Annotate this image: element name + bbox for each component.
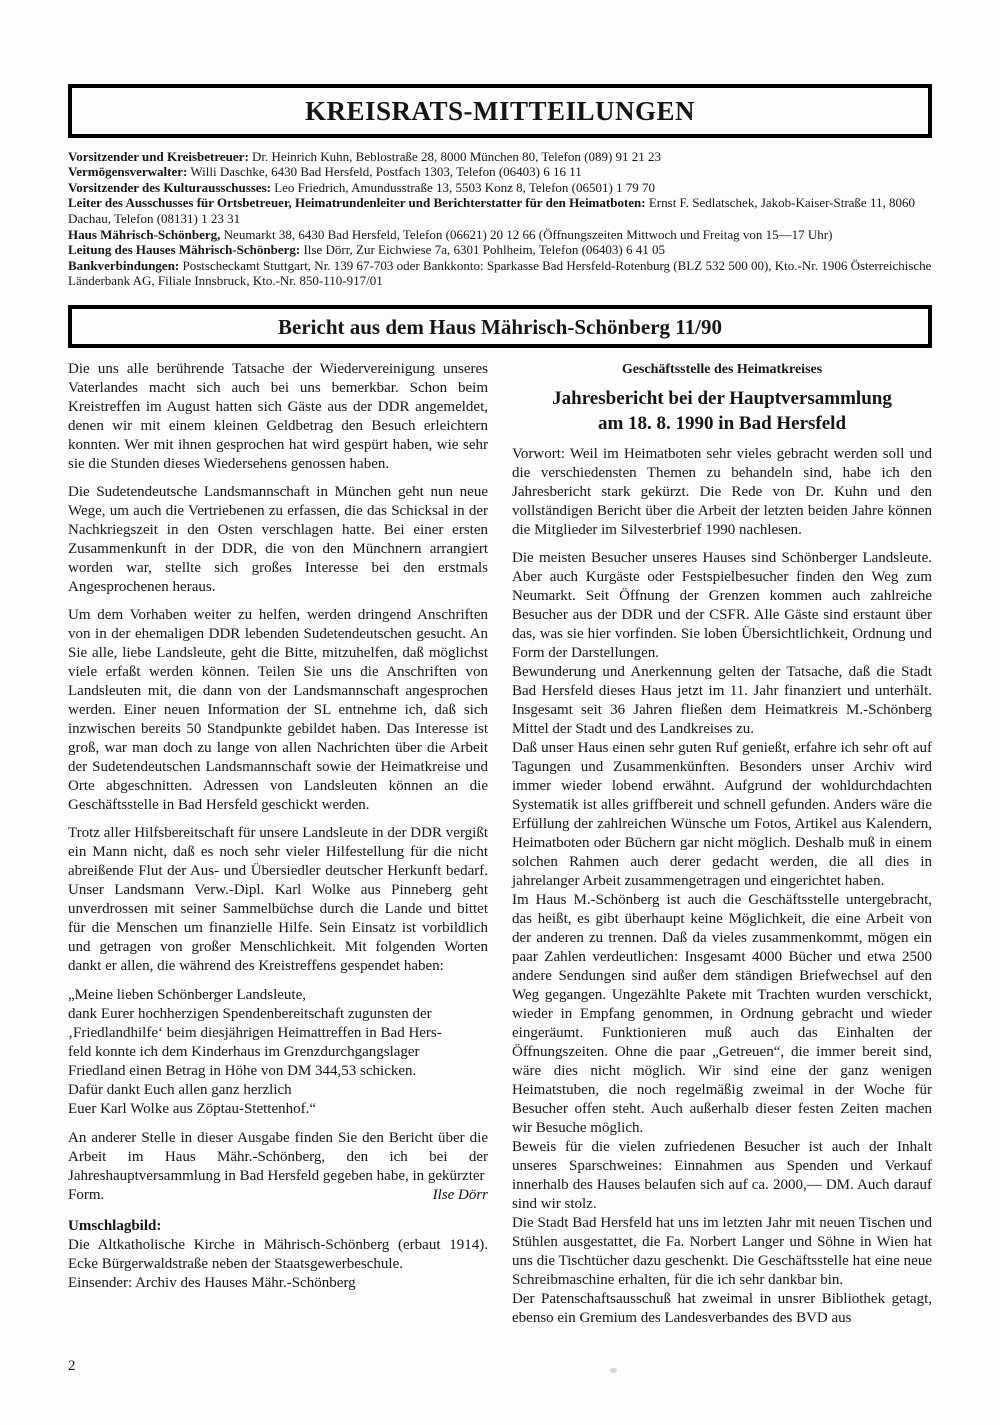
officer-role-label: Vorsitzender und Kreisbetreuer: <box>68 148 249 164</box>
donation-thanks-quote <box>68 986 488 1119</box>
officer-role-label: Leiter des Ausschusses für Ortsbetreuer, Heimatrundenleiter und Berichterstatter für den Heimatboten: <box>68 195 646 211</box>
paragraph: Um dem Vorhaben weiter zu helfen, werden dringend Anschriften von in der ehemaligen DDR lebenden Sudetendeutschen gesucht. An Sie alle, liebe Landsleute, geht die Bitte, mitzuhelfen, daß möglichst viele erfaßt werden können. Teilen Sie uns die Anschriften von Landsleuten mit, die dann von der Landsmannschaft angesprochen werden. Einer neuen Information der SL entnehme ich, daß sich inzwischen bereits 50 Standpunkte gebildet haben. Das Interesse ist groß, war man doch zu lange von allen Nachrichten über die Arbeit der Sudetendeutschen Landsmannschaft sowie der Heimatkreise und Orte abgeschnitten. Adressen von Landsleuten können an die Geschäftsstelle in Bad Hersfeld geschickt werden. <box>68 607 488 814</box>
author-signature: Ilse Dörr <box>432 1187 488 1204</box>
quote-line: Friedland einen Betrag in Höhe von DM 344,53 schicken. <box>68 1063 417 1080</box>
officer-role-label: Vermögensverwalter: <box>68 164 188 180</box>
officer-details: Neumarkt 38, 6430 Bad Hersfeld, Telefon (06621) 20 12 66 (Öffnungszeiten Mittwoch und Freitag von 15—17 Uhr) <box>220 226 833 242</box>
paragraph: Bewunderung und Anerkennung gelten der Tatsache, daß die Stadt Bad Hersfeld dieses Haus jetzt im 11. Jahr finanziert und unterhält. Insgesamt seit 36 Jahren fließen dem Heimatkreis M.-Schönberg Mittel der Stadt und des Landkreises zu. <box>512 664 932 738</box>
officer-details: Willi Daschke, 6430 Bad Hersfeld, Postfach 1303, Telefon (06403) 6 16 11 <box>187 164 582 180</box>
officer-line <box>68 180 932 196</box>
masthead-officers <box>68 149 932 289</box>
quote-line: feld konnte ich dem Kinderhaus im Grenzdurchgangslager <box>68 1044 420 1061</box>
officer-details: Postscheckamt Stuttgart, Nr. 139 67-703 oder Bankkonto: Sparkasse Bad Hersfeld-Rotenburg (BLZ 532 500 00), Kto.-Nr. 1906 Österreichische Länderbank AG, Filiale Innsbruck, Kto.-Nr. 850-110-917/01 <box>68 257 932 289</box>
officer-line <box>68 258 932 289</box>
paragraph: Der Patenschaftsausschuß hat zweimal in unsrer Bibliothek getagt, ebenso ein Gremium des Landesverbandes des BVD aus <box>512 1291 932 1327</box>
paragraph: Trotz aller Hilfsbereitschaft für unsere Landsleute in der DDR vergißt ein Mann nicht, daß es noch sehr vieler Hilfestellung für die nicht abreißende Flut der Aus- und Übersiedler deutscher Herkunft bedarf. Unser Landsmann Verw.-Dipl. Karl Wolke aus Pinneberg geht unverdrossen mit seiner Sammelbüchse durch die Lande und bittet für die Menschen um finanzielle Hilfe. Sein Einsatz ist vorbildlich und getragen von großer Menschlichkeit. Mit folgenden Worten dankt er allen, die während des Kreistreffens gespendet haben: <box>68 825 488 975</box>
report-heading-line1: Jahresbericht bei der Hauptversammlung <box>552 388 892 410</box>
article-columns <box>68 360 932 1328</box>
page-number: 2 <box>68 1358 76 1374</box>
officer-line <box>68 242 932 258</box>
paragraph: Die meisten Besucher unseres Hauses sind Schönberger Landsleute. Aber auch Kurgäste oder Festspielbesucher finden den Weg zum Neumarkt. Seit Öffnung der Grenzen kommen auch zahlreiche Besucher aus der DDR und der CSFR. Alle Gäste sind erstaunt über das, was sie hier vorfinden. Sie loben Übersichtlichkeit, Ordnung und Form der Darstellungen. <box>512 550 932 662</box>
cover-image-sender: Einsender: Archiv des Hauses Mähr.-Schönberg <box>68 1275 356 1292</box>
report-heading <box>512 386 932 436</box>
left-column <box>68 360 488 1328</box>
cover-image-heading: Umschlagbild: <box>68 1218 162 1235</box>
officer-role-label: Bankverbindungen: <box>68 257 180 273</box>
quote-line: „Meine lieben Schönberger Landsleute, <box>68 987 306 1004</box>
paragraph: Im Haus M.-Schönberg ist auch die Geschäftsstelle untergebracht, das heißt, es gibt überhaupt keine Möglichkeit, die eine Arbeit von der anderen zu trennen. Daß da vieles zusammenkommt, mögen ein paar Zahlen verdeutlichen: Insgesamt 4000 Bücher und etwa 2500 andere Sendungen sind außer dem ständigen Briefwechsel auf den Weg gegangen. Ungezählte Pakete mit Trachten wurden verschickt, wieder in Empfang genommen, in Ordnung gebracht und wieder eingeräumt. Funktionieren muß auch das Einhalten der Öffnungszeiten. Ohne die paar „Getreuen“, die immer bereit sind, wäre dies nicht möglich. Wir sind eine der ganz wenigen Heimatstuben, die noch regelmäßig zweimal in der Woche für Besucher offen steht. Auch außerhalb dieser festen Zeiten machen wir Besuche möglich. <box>512 892 932 1137</box>
cover-image-description: Die Altkatholische Kirche in Mährisch-Schönberg (erbaut 1914). Ecke Bürgerwaldstraße neben der Staatsgewerbeschule. <box>68 1237 488 1273</box>
masthead-title: KREISRATS-MITTEILUNGEN <box>304 96 696 126</box>
officer-line <box>68 227 932 243</box>
section-title-box <box>68 305 932 348</box>
officer-details: Ernst F. Sedlatschek, Jakob-Kaiser-Straße 11, 8060 Dachau, Telefon (08131) 1 23 31 <box>68 195 915 227</box>
paragraph: Vorwort: Weil im Heimatboten sehr vieles gebracht werden soll und die verschiedensten Themen zu behandeln sind, habe ich den Jahresbericht stark gekürzt. Die Rede von Dr. Kuhn und den vollständigen Bericht über die Arbeit der letzten beiden Jahre können die Mitglieder im Silvesterbrief 1990 nachlesen. <box>512 446 932 539</box>
scan-speck <box>610 1368 617 1373</box>
right-column <box>512 360 932 1328</box>
officer-details: Leo Friedrich, Amundusstraße 13, 5503 Konz 8, Telefon (06501) 1 79 70 <box>270 179 656 195</box>
paragraph: Die Sudetendeutsche Landsmannschaft in München geht nun neue Wege, um auch die Vertriebenen zu erfassen, die das Schicksal in der Nachkriegszeit in den Osten verschlagen hatte. Bei einer ersten Zusammenkunft in der DDR, die von den Münchnern arrangiert worden war, stellte sich großes Interesse bei den erstmals Angesprochenen heraus. <box>68 484 488 596</box>
officer-role-label: Leitung des Hauses Mährisch-Schönberg: <box>68 242 301 258</box>
closing-paragraph: An anderer Stelle in dieser Ausgabe finden Sie den Bericht über die Arbeit im Haus Mähr.-Schönberg, den ich bei der Jahreshauptversammlung in Bad Hersfeld gegeben habe, in gekürzter <box>68 1130 488 1185</box>
report-kicker: Geschäftsstelle des Heimatkreises <box>621 362 823 378</box>
closing-last-word: Form. <box>68 1187 105 1204</box>
officer-line <box>68 195 932 226</box>
officer-line <box>68 149 932 165</box>
quote-line: Euer Karl Wolke aus Zöptau-Stettenhof.“ <box>68 1101 317 1118</box>
masthead-title-box <box>68 84 932 138</box>
paragraph: Beweis für die vielen zufriedenen Besucher ist auch der Inhalt unseres Sparschweines: Einnahmen aus Spenden und Verkauf innerhalb des Hauses belaufen sich auf ca. 2000,— DM. Auch darauf sind wir stolz. <box>512 1139 932 1213</box>
paragraph: Die Stadt Bad Hersfeld hat uns im letzten Jahr mit neuen Tischen und Stühlen ausgestattet, die Fa. Norbert Langer und Söhne in Wien hat uns die Tischtücher dazu geschenkt. Die Geschäftsstelle hat eine neue Schreibmaschine erhalten, für die ich sehr dankbar bin. <box>512 1215 932 1289</box>
quote-line: Dafür dankt Euch allen ganz herzlich <box>68 1082 292 1099</box>
quote-line: ‚Friedlandhilfe‘ beim diesjährigen Heimattreffen in Bad Hers- <box>68 1025 442 1042</box>
section-title: Bericht aus dem Haus Mährisch-Schönberg 11/90 <box>278 315 722 340</box>
officer-role-label: Vorsitzender des Kulturausschusses: <box>68 179 271 195</box>
paragraph: Daß unser Haus einen sehr guten Ruf genießt, erfahre ich sehr oft auf Tagungen und Zusammenkünften. Besonders unser Archiv wird immer wieder lobend erwähnt. Aufgrund der wohldurchdachten Systematik ist alles griffbereit und schnell gefunden. Anders wäre die Erfüllung der zahlreichen Wünsche um Fotos, Artikel aus Kalendern, Heimatboten oder Büchern gar nicht möglich. Deshalb muß in einem solchen Rahmen auch derer gedacht werden, die all dies in jahrelanger Arbeit zusammengetragen und eingerichtet haben. <box>512 740 932 890</box>
paragraph: Die uns alle berührende Tatsache der Wiedervereinigung unseres Vaterlandes macht sich auch bei uns bemerkbar. Schon beim Kreistreffen im August hatten sich Gäste aus der DDR angemeldet, denen wir mit einem kleinen Geldbetrag den Besuch erleichtern konnten. Wer mit ihnen gesprochen hat wird gespürt haben, wie sehr sie die Stunden dieses Wiedersehens genossen haben. <box>68 361 488 473</box>
officer-details: Dr. Heinrich Kuhn, Beblostraße 28, 8000 München 80, Telefon (089) 91 21 23 <box>248 148 662 164</box>
closing-signature-line <box>68 1186 488 1205</box>
officer-role-label: Haus Mährisch-Schönberg, <box>68 226 221 242</box>
officer-details: Ilse Dörr, Zur Eichwiese 7a, 6301 Pohlheim, Telefon (06403) 6 41 05 <box>300 242 665 258</box>
quote-line: dank Eurer hochherzigen Spendenbereitschaft zugunsten der <box>68 1006 432 1023</box>
report-heading-line2: am 18. 8. 1990 in Bad Hersfeld <box>597 413 847 435</box>
officer-line <box>68 164 932 180</box>
